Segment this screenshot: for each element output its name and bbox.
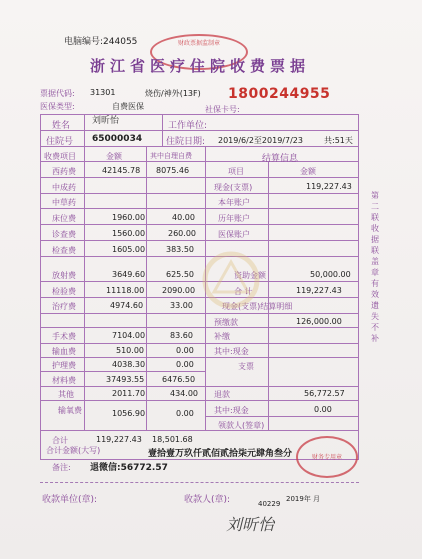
receiver-id: 40229 — [258, 500, 281, 508]
fee-item: 中成药 — [52, 183, 76, 192]
receiver-sign-label: 领款人(签章) — [218, 421, 265, 430]
days: 共:51天 — [324, 136, 353, 145]
fee-amount: 1605.00 — [112, 245, 146, 254]
fee-self: 2090.00 — [162, 286, 196, 295]
name-label: 姓名 — [52, 121, 71, 131]
medical-account-label: 医保账户 — [218, 230, 250, 239]
fee-item: 输血费 — [52, 347, 76, 356]
injury-note: 烧伤/神外(13F) — [145, 89, 201, 98]
fund-total-label: 资助金额 — [234, 271, 266, 280]
side-note: 第二联 收据联 盖章有效 遗失不补 — [371, 191, 379, 343]
fee-item: 护理费 — [52, 361, 76, 370]
fee-self: 0.00 — [176, 360, 194, 369]
receipt-title: 浙江省医疗住院收费票据 — [90, 57, 311, 75]
fee-item: 检验费 — [52, 287, 76, 296]
fee-item: 床位费 — [52, 214, 76, 223]
fee-self: 33.00 — [170, 301, 193, 310]
signature: 刘昕怡 — [226, 515, 275, 534]
of-cash-label-2: 其中:现金 — [214, 406, 249, 415]
fee-item: 输氧费 — [58, 406, 82, 415]
footer-date: 2019年 月 — [286, 495, 321, 503]
total-amount: 119,227.43 — [96, 435, 142, 444]
bill-code: 31301 — [90, 88, 116, 97]
fee-amount: 4974.60 — [110, 301, 144, 310]
fee-self: 6476.50 — [162, 375, 196, 384]
fee-item: 治疗费 — [52, 302, 76, 311]
fee-amount: 7104.00 — [112, 331, 146, 340]
prepay-label: 预缴款 — [214, 318, 238, 327]
finance-stamp-text: 财政票据监制章 — [177, 40, 220, 47]
fee-self: 383.50 — [166, 245, 194, 254]
fee-self: 0.00 — [176, 346, 194, 355]
fee-amount: 11118.00 — [106, 286, 145, 295]
bill-number: 1800244955 — [228, 86, 331, 102]
col-amount-header: 金额 — [106, 152, 122, 161]
social-security-label: 社保卡号: — [205, 105, 240, 114]
settlement-item-col: 项目 — [228, 167, 244, 176]
hosp-no: 65000034 — [92, 134, 143, 144]
hospital-stamp — [296, 436, 358, 478]
fee-amount: 37493.55 — [106, 375, 145, 384]
total-words-label: 合计金额(大写) — [46, 446, 101, 455]
fee-item: 诊查费 — [52, 230, 76, 239]
annual-account-label: 本年账户 — [218, 198, 250, 207]
computer-no-value: 244055 — [103, 37, 138, 47]
cash-value: 119,227.43 — [306, 182, 352, 191]
of-cash-value-2: 0.00 — [314, 405, 332, 414]
fee-self: 434.00 — [170, 389, 198, 398]
fee-self: 625.50 — [166, 270, 194, 279]
cheque-label: 支票 — [238, 362, 254, 371]
fee-amount: 1056.90 — [112, 409, 146, 418]
computer-no — [64, 34, 137, 47]
cash-label: 现金(支票) — [214, 183, 253, 192]
computer-no-label: 电脑编号: — [64, 37, 104, 47]
fund-total-value: 50,000.00 — [310, 270, 351, 279]
refund-value: 56,772.57 — [304, 389, 345, 398]
bill-code-label: 票据代码: — [40, 89, 75, 98]
total-words: 壹拾壹万玖仟贰佰贰拾柒元肆角叁分 — [148, 449, 293, 459]
cash-detail-label: 现金(支票)结算明细 — [222, 302, 293, 311]
fee-item: 检查费 — [52, 246, 76, 255]
fee-item: 中草药 — [52, 198, 76, 207]
fee-amount: 3649.60 — [112, 270, 146, 279]
hosp-no-label: 住院号 — [46, 137, 74, 147]
fee-amount: 2011.70 — [112, 389, 146, 398]
fee-item: 西药费 — [52, 167, 76, 176]
prepay-value: 126,000.00 — [296, 317, 342, 326]
patient-name: 刘昕怡 — [92, 116, 120, 126]
total-self: 18,501.68 — [152, 435, 193, 444]
fee-self: 0.00 — [176, 409, 194, 418]
insurance-type: 自费医保 — [112, 102, 144, 111]
remark-value: 退微信:56772.57 — [90, 463, 168, 473]
fee-self: 8075.46 — [156, 166, 190, 175]
work-unit-label: 工作单位: — [168, 121, 208, 131]
fee-self: 40.00 — [172, 213, 195, 222]
col-item-header: 收费项目 — [44, 152, 76, 161]
fee-amount: 4038.30 — [112, 360, 146, 369]
date-range: 2019/6/2至2019/7/23 — [218, 136, 303, 145]
fee-item: 其他 — [58, 390, 74, 399]
fee-amount: 510.00 — [116, 346, 144, 355]
fee-self: 260.00 — [168, 229, 196, 238]
remark-label: 备注: — [52, 463, 71, 472]
sum-value: 119,227.43 — [296, 286, 342, 295]
settlement-amount-col: 金额 — [300, 167, 316, 176]
settlement-title: 结算信息 — [262, 154, 299, 164]
fee-amount: 1960.00 — [112, 213, 146, 222]
fee-item: 材料费 — [52, 376, 76, 385]
sum-label: 合 计 — [234, 287, 253, 296]
fee-item: 放射费 — [52, 271, 76, 280]
hospital-stamp-text: 财务专用章 — [311, 454, 342, 461]
fee-item: 手术费 — [52, 332, 76, 341]
insurance-type-label: 医保类型: — [40, 102, 75, 111]
date-label: 住院日期: — [166, 137, 206, 147]
history-account-label: 历年账户 — [218, 214, 250, 223]
total-label: 合计 — [52, 436, 68, 445]
fee-self: 83.60 — [170, 331, 193, 340]
col-self-header: 其中自理自费 — [150, 152, 192, 160]
supplement-label: 补缴 — [214, 332, 230, 341]
fee-amount: 42145.78 — [102, 166, 141, 175]
fee-amount: 1560.00 — [112, 229, 146, 238]
receiver-label: 收款人(章): — [184, 495, 231, 505]
of-cash-label: 其中:现金 — [214, 347, 249, 356]
unit-label: 收款单位(章): — [42, 495, 98, 505]
refund-label: 退款 — [214, 390, 230, 399]
watermark-logo — [196, 250, 266, 310]
